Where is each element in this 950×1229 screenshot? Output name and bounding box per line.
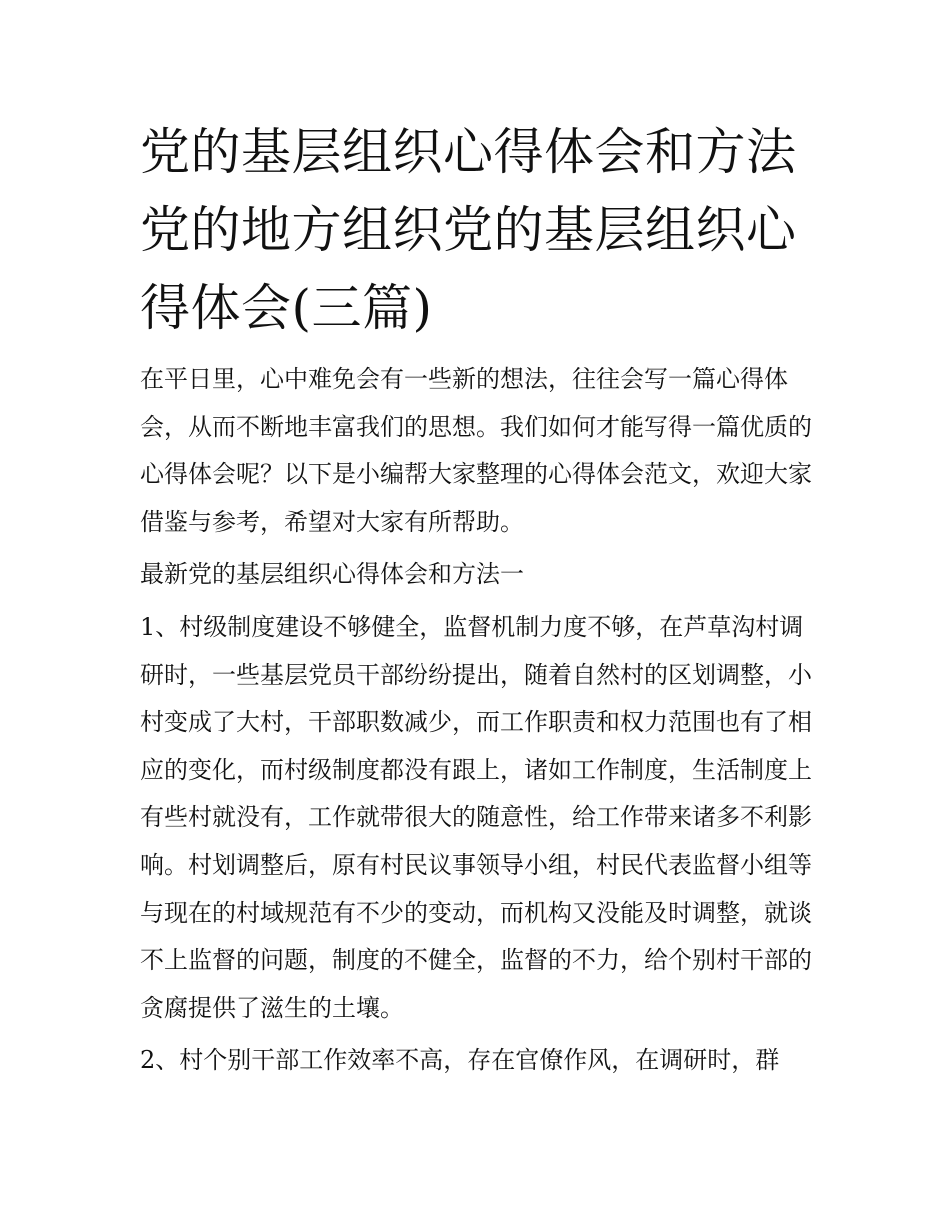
section-heading: 最新党的基层组织心得体会和方法一 [140,560,524,589]
intro-paragraph: 在平日里，心中难免会有一些新的想法，往往会写一篇心得体会，从而不断地丰富我们的思想。我们如何才能写得一篇优质的心得体会呢？以下是小编帮大家整理的心得体会范文，欢迎大家借鉴与参考，希望对大家有所帮助。 [140,365,812,536]
body-paragraph-2: 2、村个别干部工作效率不高，存在官僚作风，在调研时，群 [140,1046,780,1075]
document-page [140,113,812,1085]
document-title: 党的基层组织心得体会和方法党的地方组织党的基层组织心得体会(三篇) [140,123,797,337]
body-paragraph-1: 1、村级制度建设不够健全，监督机制力度不够，在芦草沟村调研时，一些基层党员干部纷纷提出，随着自然村的区划调整，小村变成了大村，干部职数减少，而工作职责和权力范围也有了相应的变化，而村级制度都没有跟上，诸如工作制度，生活制度上有些村就没有，工作就带很大的随意性，给工作带来诸多不利影响。村划调整后，原有村民议事领导小组，村民代表监督小组等与现在的村域规范有不少的变动，而机构又没能及时调整，就谈不上监督的问题，制度的不健全，监督的不力，给个别村干部的贪腐提供了滋生的土壤。 [140,612,812,1022]
